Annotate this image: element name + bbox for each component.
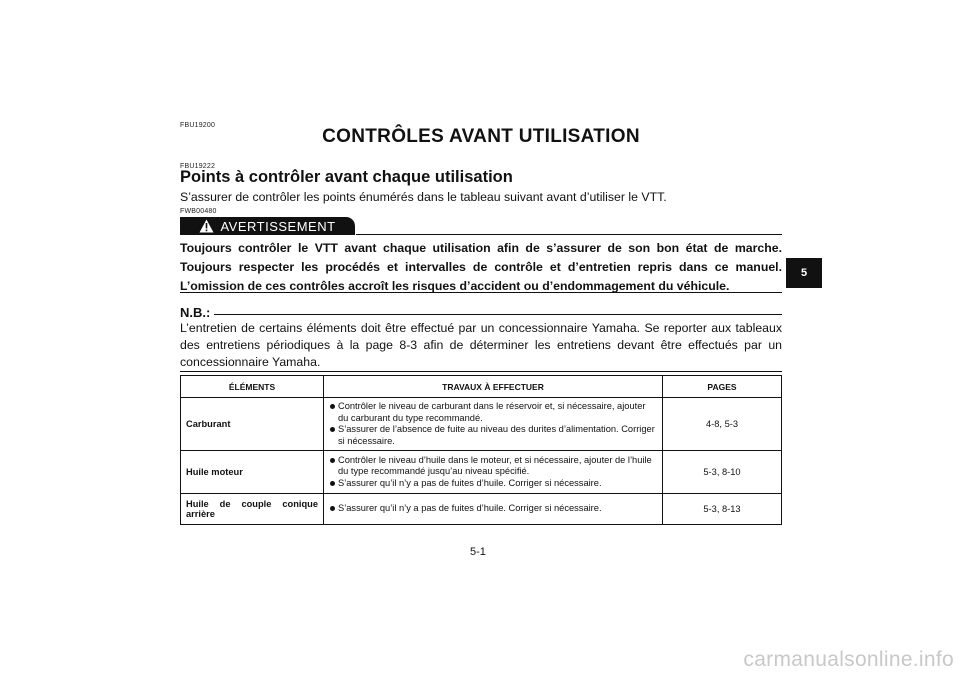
chapter-tab: 5 [786, 258, 822, 288]
header-code: FBU19200 [180, 122, 216, 129]
warning-label-box [180, 217, 355, 235]
row-work [324, 451, 663, 494]
row-pages: 5-3, 8-10 [663, 451, 782, 494]
column-header-work: TRAVAUX À EFFECTUER [324, 376, 663, 398]
column-header-pages: PAGES [663, 376, 782, 398]
column-header-items: ÉLÉMENTS [181, 376, 324, 398]
section-title: Points à contrôler avant chaque utilisation [180, 168, 513, 186]
bullet-icon [330, 404, 335, 409]
warning-text: Toujours contrôler le VTT avant chaque utilisation afin de s’assurer de son bon état de marche. Toujours respecter les procédés et intervalles de contrôle et d’entretien repris dans ce manuel. L’omission de ces contrôles accroît les risques d’accident ou d’endommagement du véhicule. [180, 241, 782, 293]
row-work [324, 494, 663, 525]
note-text: L’entretien de certains éléments doit être effectué par un concessionnaire Yamaha. Se reporter aux tableaux des entretiens périodiques à la page 8-3 afin de déterminer les entretiens devant être effectués par un concessionnaire Yamaha. [180, 321, 782, 369]
inspection-table [180, 375, 782, 525]
warning-label: AVERTISSEMENT [220, 218, 336, 234]
table-top-rule [180, 371, 782, 372]
page-number: 5-1 [470, 546, 486, 558]
section-code: FBU19222 [180, 163, 216, 170]
warning-bottom-rule [180, 292, 782, 293]
warning-triangle-icon [199, 219, 214, 233]
row-work [324, 398, 663, 451]
row-pages: 5-3, 8-13 [663, 494, 782, 525]
bullet-icon [330, 506, 335, 511]
bullet-icon [330, 481, 335, 486]
row-item: Carburant [181, 398, 324, 451]
row-pages: 4-8, 5-3 [663, 398, 782, 451]
table-row [181, 398, 782, 451]
table-header-row [181, 376, 782, 398]
section-intro: S’assurer de contrôler les points énumérés dans le tableau suivant avant d’utiliser le VTT. [180, 190, 667, 204]
note-label: N.B.: [180, 305, 211, 320]
page-title: CONTRÔLES AVANT UTILISATION [322, 126, 640, 147]
warning-code: FWB00480 [180, 208, 217, 215]
list-item: S’assurer qu’il n’y a pas de fuites d’huile. Corriger si nécessaire. [330, 503, 656, 515]
watermark: carmanualsonline.info [743, 648, 954, 671]
row-item: Huile moteur [181, 451, 324, 494]
list-item: S’assurer de l’absence de fuite au niveau des durites d’alimentation. Corriger si nécessaire. [330, 424, 656, 447]
bullet-icon [330, 458, 335, 463]
note-rule [214, 314, 782, 315]
table-row [181, 494, 782, 525]
warning-top-rule [356, 234, 782, 235]
table-row [181, 451, 782, 494]
row-item: Huile de couple conique arrière [181, 494, 324, 525]
list-item: Contrôler le niveau d’huile dans le moteur, et si nécessaire, ajouter de l’huile du type recommandé jusqu’au niveau spécifié. [330, 455, 656, 478]
list-item: S’assurer qu’il n’y a pas de fuites d’huile. Corriger si nécessaire. [330, 478, 656, 490]
bullet-icon [330, 427, 335, 432]
list-item: Contrôler le niveau de carburant dans le réservoir et, si nécessaire, ajouter du carburant du type recommandé. [330, 401, 656, 424]
